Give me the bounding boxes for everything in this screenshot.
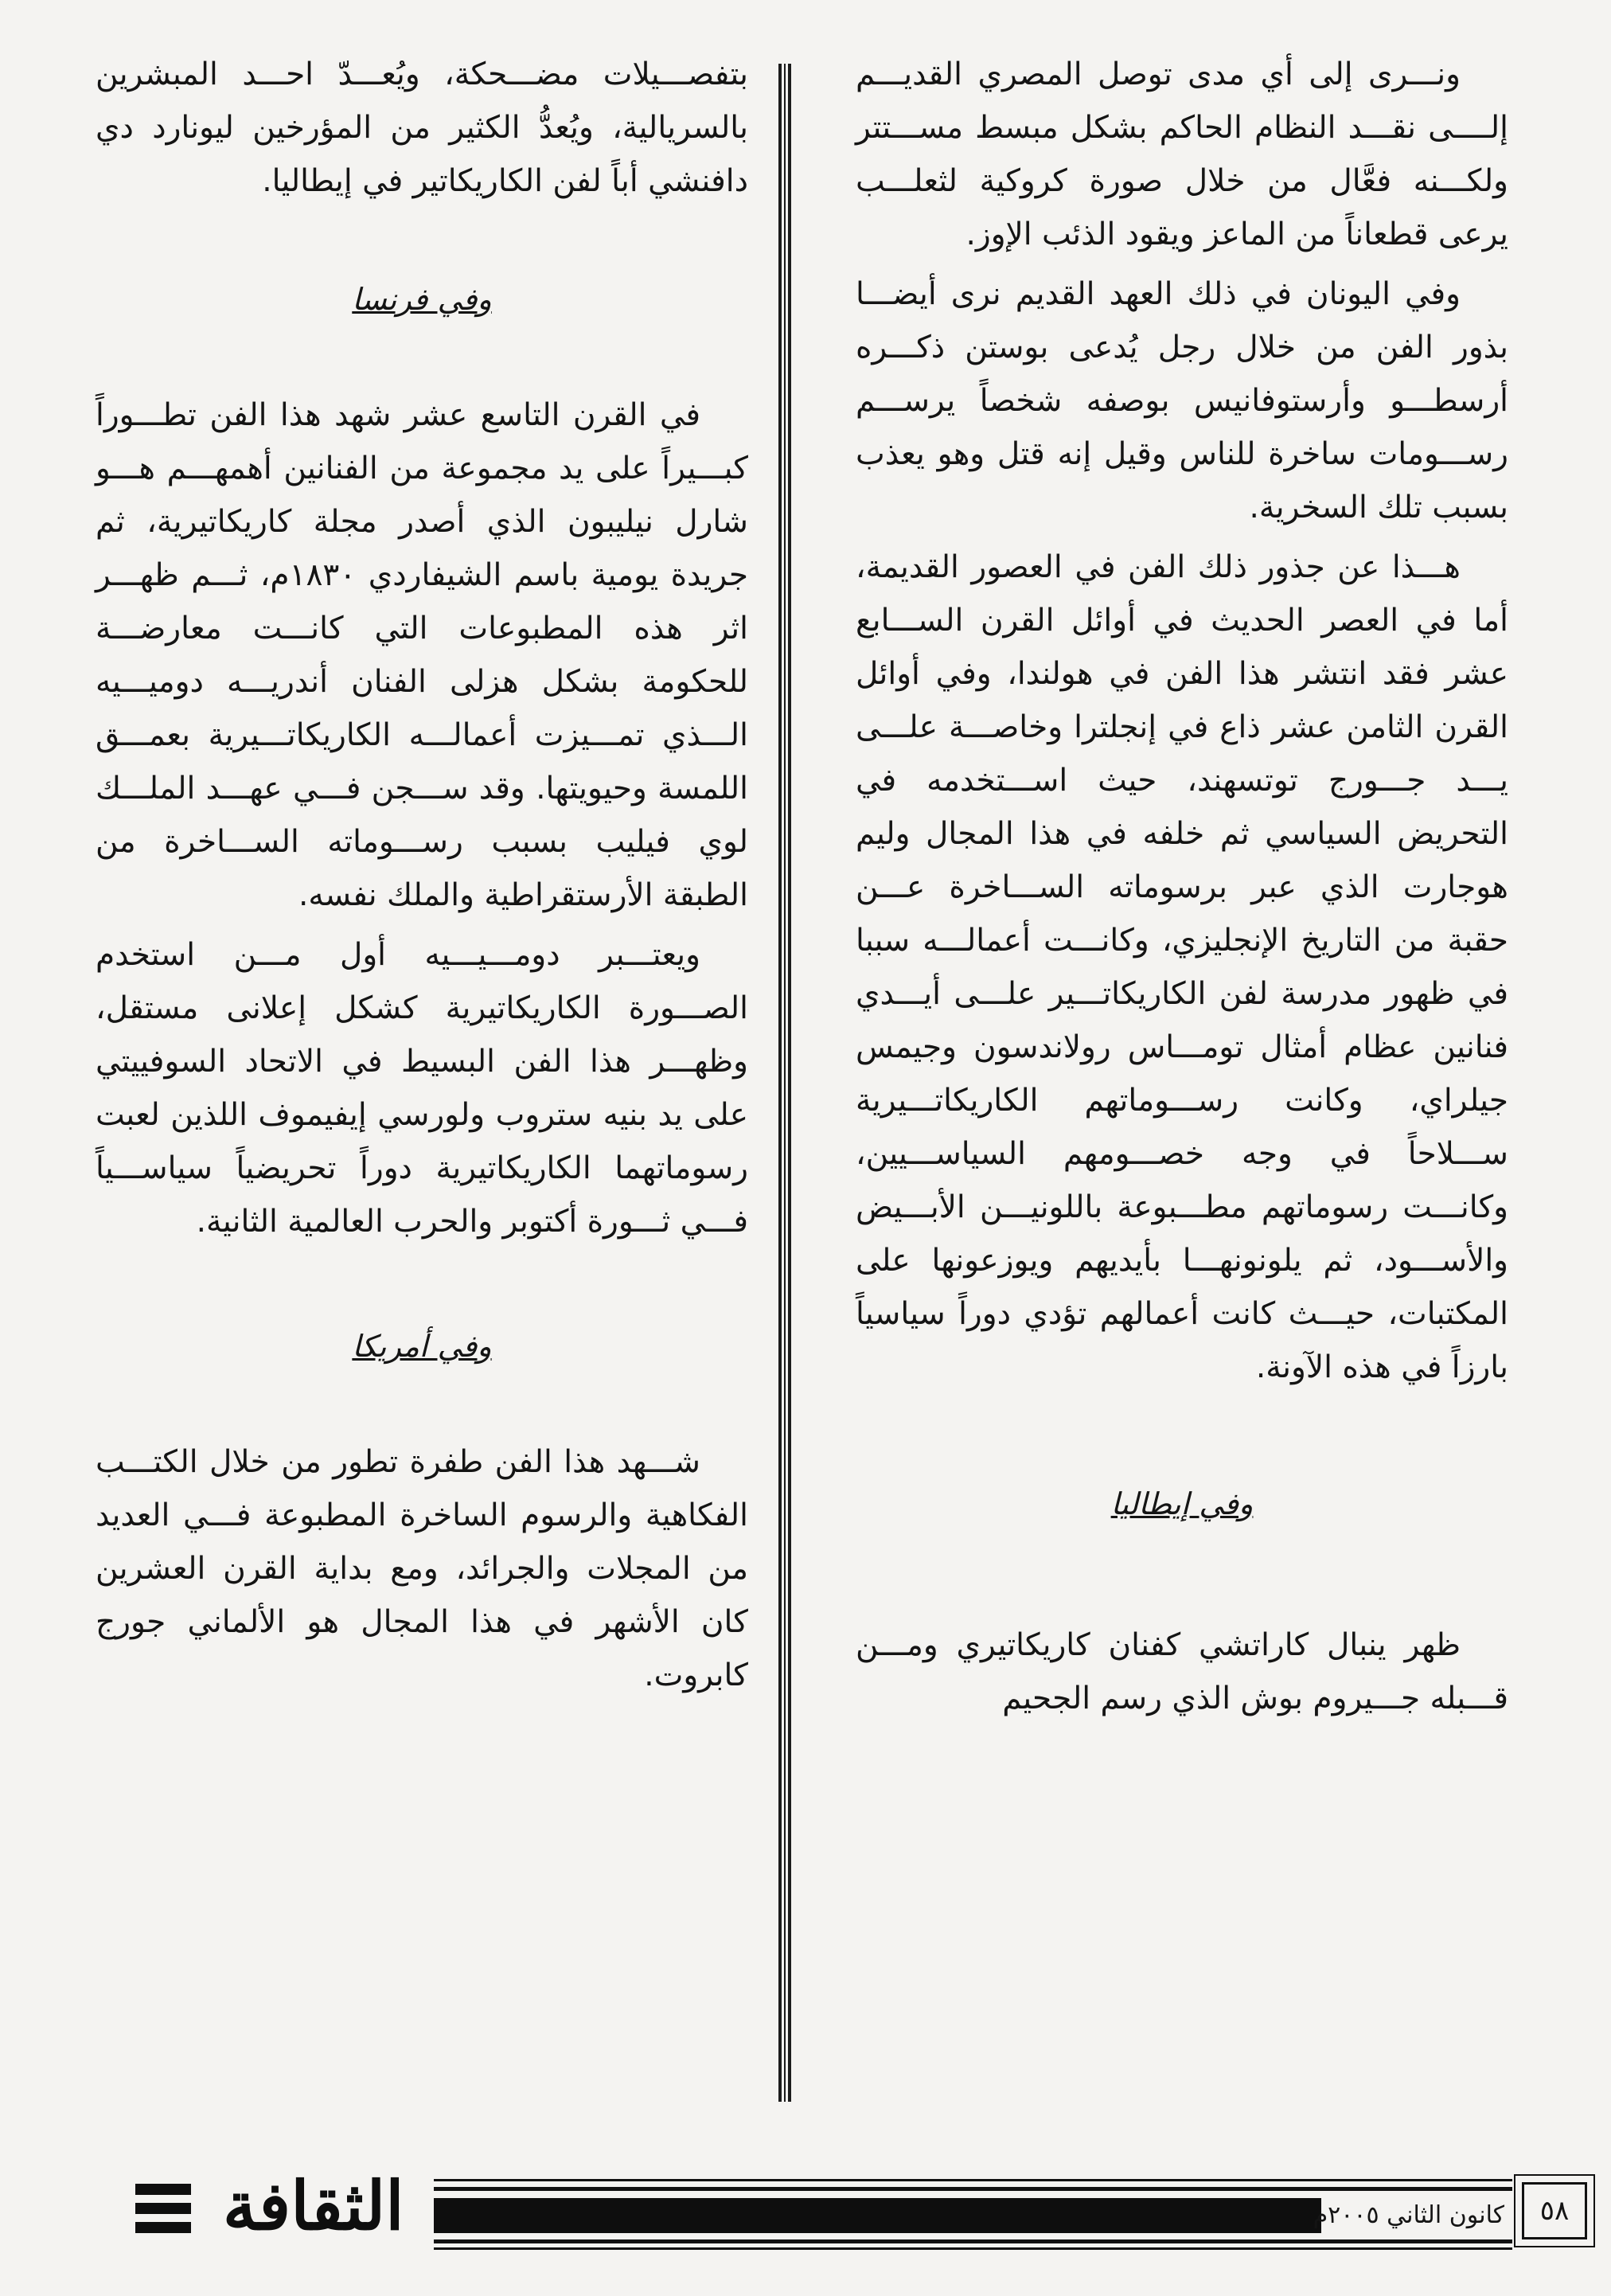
left-column: [96, 48, 748, 1708]
magazine-logo-text: الثقافة: [223, 2166, 404, 2245]
section-heading-france: وفي فرنسا: [352, 282, 492, 317]
footer-bar: [434, 2198, 1329, 2233]
section-heading-america: وفي أمريكا: [352, 1329, 492, 1364]
magazine-logo: [135, 2166, 422, 2249]
page-number: ٥٨: [1522, 2182, 1587, 2239]
right-column: [856, 48, 1508, 1732]
page-footer: [135, 2166, 1570, 2265]
paragraph: بتفصـــيلات مضـــحكة، ويُعـــدّ احـــد المبشرين بالسريالية، ويُعدُّ الكثير من المؤرخين ليونارد دي دافنشي أباً لفن الكاريكاتير في إيطاليا.: [96, 57, 748, 199]
paragraph: ونـــرى إلى أي مدى توصل المصري القديـــم إلــــى نقـــد النظام الحاكم بشكل مبسط مســـتتر ولكـــنه فعَّال من خلال صورة كروكية لثعلـــب يرعى قطعاناً من الماعز ويقود الذئب الإوز.: [856, 57, 1508, 252]
paragraph: في القرن التاسع عشر شهد هذا الفن تطـــوراً كبـــيراً على يد مجموعة من الفنانين أهمهـــم هـــو شارل نيليبون الذي أصدر مجلة كاريكاتيرية، ثم جريدة يومية باسم الشيفاردي ١٨٣٠م، ثـــم ظهـــر اثر هذه المطبوعات التي كانـــت معارضـــة للحكومة بشكل هزلى الفنان أندريـــه دوميـــيه الـــذي تمـــيزت أعمالـــه الكاريكاتـــيرية بعمـــق اللمسة وحيويتها. وقد ســـجن فـــي عهـــد الملـــك لوي فيليب بسبب رســـوماته الســـاخرة من الطبقة الأرستقراطية والملك نفسه.: [96, 397, 748, 913]
paragraph: ظهر ينبال كاراتشي كفنان كاريكاتيري ومـــن قـــبله جـــيروم بوش الذي رسم الجحيم: [856, 1627, 1508, 1716]
paragraph: وفي اليونان في ذلك العهد القديم نرى أيضـــا بذور الفن من خلال رجل يُدعى بوستن ذكـــره أرسطـــو وأرستوفانيس بوصفه شخصاً يرســـم رســـومات ساخرة للناس وقيل إنه قتل وهو يعذب بسبب تلك السخرية.: [856, 276, 1508, 525]
issue-date: كانون الثاني ٢٠٠٥م: [1321, 2193, 1504, 2238]
paragraph: ويعتـــبر دومـــيـــيه أول مـــن استخدم الصـــورة الكاريكاتيرية كشكل إعلانى مستقل، وظهـــر هذا الفن البسيط في الاتحاد السوفييتي على يد بنيه ستروب ولورسي إيفيموف اللذين لعبت رسوماتهما الكاريكاتيرية دوراً تحريضياً سياســـياً فـــي ثـــورة أكتوبر والحرب العالمية الثانية.: [96, 937, 748, 1240]
paragraph: هـــذا عن جذور ذلك الفن في العصور القديمة، أما في العصر الحديث في أوائل القرن الســـابع عشر فقد انتشر هذا الفن في هولندا، وفي أوائل القرن الثامن عشر ذاع في إنجلترا وخاصـــة علـــى يـــد جـــورج توتسهند، حيث اســـتخدمه في التحريض السياسي ثم خلفه في هذا المجال وليم هوجارت الذي عبر برسوماته الســـاخرة عـــن حقبة من التاريخ الإنجليزي، وكانـــت أعمالـــه سببا في ظهور مدرسة لفن الكاريكاتـــير علـــى أيـــدي فنانين عظام أمثال تومـــاس رولاندسون وجيمس جيلراي، وكانت رســـوماتهم الكاريكاتـــيرية ســـلاحاً في وجه خصـــومهم السياســـيين، وكانـــت رسوماتهم مطـــبوعة باللونيـــن الأبـــيض والأســـود، ثم يلونونهـــا بأيديهم ويوزعونها على المكتبات، حيـــث كانت أعمالهم تؤدي دوراً سياسياً بارزاً في هذه الآونة.: [856, 549, 1508, 1385]
column-divider: [778, 64, 791, 2102]
paragraph: شـــهد هذا الفن طفرة تطور من خلال الكتـــب الفكاهية والرسوم الساخرة المطبوعة فـــي العديد من المجلات والجرائد، ومع بداية القرن العشرين كان الأشهر في هذا المجال هو الألماني جورج كابروت.: [96, 1444, 748, 1693]
section-heading-italy: وفي إيطاليا: [1110, 1486, 1254, 1521]
